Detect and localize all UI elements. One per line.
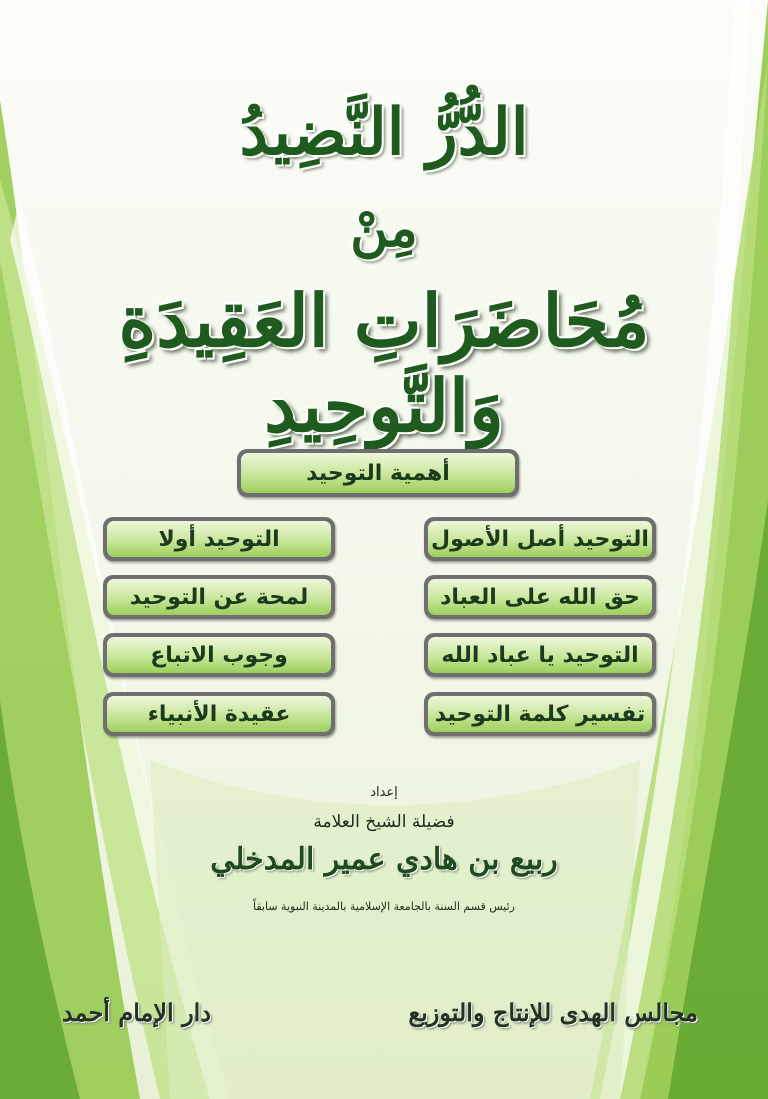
topic-pill-left-1: [103, 517, 335, 561]
topic-pill-left-2: [103, 575, 335, 619]
publisher-right: مجالس الهدى للإنتاج والتوزيع: [408, 998, 698, 1027]
topic-label: التوحيد أولا: [107, 521, 331, 557]
topic-label: لمحة عن التوحيد: [107, 579, 331, 615]
author-honorific: فضيلة الشيخ العلامة: [313, 812, 455, 832]
topic-label: التوحيد أصل الأصول: [428, 521, 652, 557]
topic-label: حق الله على العباد: [428, 579, 652, 615]
topic-label: تفسير كلمة التوحيد: [428, 696, 652, 732]
topic-pill-left-3: [103, 633, 335, 677]
author-position: رئيس قسم السنة بالجامعة الإسلامية بالمدينة النبوية سابقاً: [253, 900, 515, 913]
topic-pill-right-1: [424, 517, 656, 561]
author-name: ربيع بن هادي عمير المدخلي: [210, 842, 558, 877]
topic-pill-left-4: [103, 692, 335, 736]
topic-pill-top: [237, 449, 519, 497]
title-line-1: الدُّرُّ النَّضِيدُ: [239, 95, 529, 170]
title-line-3: مُحَاضَرَاتِ العَقِيدَةِ وَالتَّوحِيدِ: [118, 278, 650, 448]
topic-label: أهمية التوحيد: [241, 453, 515, 493]
topic-label: التوحيد يا عباد الله: [428, 637, 652, 673]
topic-label: عقيدة الأنبياء: [107, 696, 331, 732]
topic-pill-right-3: [424, 633, 656, 677]
topic-pill-right-4: [424, 692, 656, 736]
topic-label: وجوب الاتباع: [107, 637, 331, 673]
publisher-left: دار الإمام أحمد: [62, 998, 212, 1027]
topic-pill-right-2: [424, 575, 656, 619]
title-line-2: مِنْ: [350, 198, 418, 259]
prepared-by-label: إعداد: [370, 785, 398, 800]
